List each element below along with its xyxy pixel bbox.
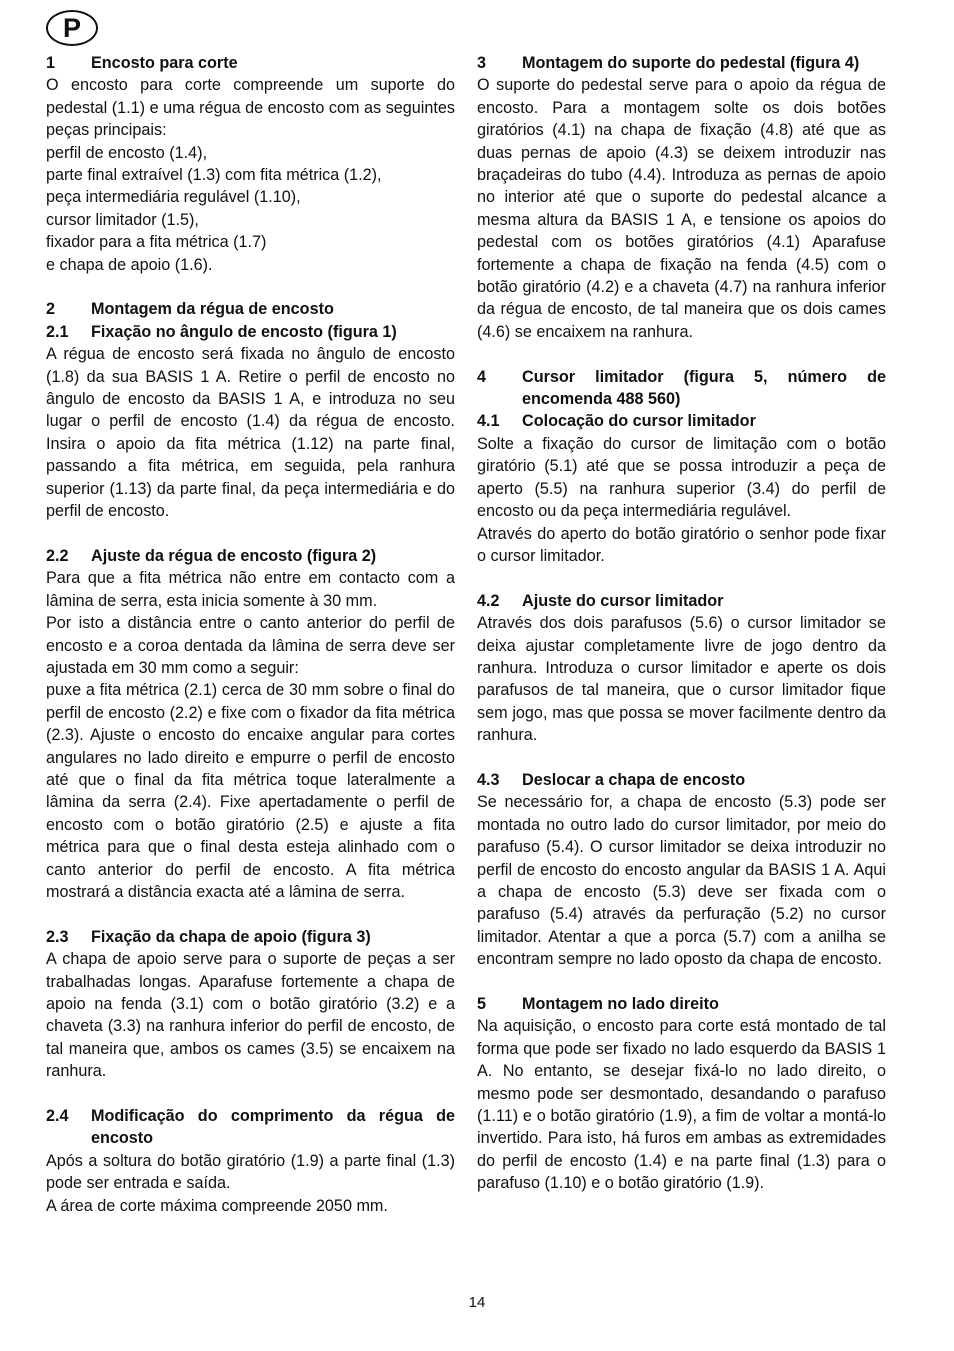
section-title: Fixação no ângulo de encosto (figura 1) bbox=[91, 322, 397, 341]
section-title: Fixação da chapa de apoio (figura 3) bbox=[91, 927, 371, 946]
section-title: Ajuste do cursor limitador bbox=[522, 591, 724, 610]
paragraph: A área de corte máxima compreende 2050 mm. bbox=[46, 1196, 388, 1215]
section-number: 2.1 bbox=[46, 322, 69, 341]
section-title: Deslocar a chapa de encosto bbox=[522, 770, 746, 789]
paragraph: Através dos dois parafusos (5.6) o cursor limitador se deixa ajustar completamente livre de jogo dentro da ranhura. Introduza o cursor limitador e aperte os dois parafusos de tal maneira, que o cursor limitador fique sem jogo, mas que possa se mover facilmente dentro da ranhura. bbox=[477, 614, 886, 745]
section-number: 4 bbox=[477, 367, 487, 386]
section-title: Encosto para corte bbox=[91, 54, 238, 72]
section-number: 2.3 bbox=[46, 927, 69, 946]
paragraph: Após a soltura do botão giratório (1.9) a parte final (1.3) pode ser entrada e saída. bbox=[46, 1151, 455, 1193]
subsection-heading bbox=[477, 769, 886, 791]
paragraph: O suporte do pedestal serve para o apoio da régua de encosto. Para a montagem solte os dois botões giratórios (4.1) na chapa de fixação (4.8) até que as duas pernas de apoio (4.3) se deixem introduzir nas braçadeiras do tubo (4.4). Introduza as pernas de apoio no interior até que o suporte do pedestal alcance a mesma altura da BASIS 1 A, e tensione os apoios do pedestal com os botões giratórios (4.1) Aparafuse fortemente a chapa de fixação na fenda (4.5) com o botão giratório (4.2) e a chaveta (4.7) na ranhura inferior da régua de encosto, de tal maneira que os dois cames (4.6) se encaixem na ranhura. bbox=[477, 76, 886, 341]
subsection-heading bbox=[46, 545, 455, 567]
section-title: Montagem no lado direito bbox=[522, 995, 719, 1013]
right-column bbox=[477, 52, 886, 1217]
subsection-heading bbox=[46, 321, 455, 343]
section-title: Colocação do cursor limitador bbox=[522, 412, 756, 431]
section-2-2 bbox=[46, 545, 455, 904]
section-title: Ajuste da régua de encosto (figura 2) bbox=[91, 546, 377, 565]
section-number: 4.2 bbox=[477, 591, 500, 610]
section-number: 4.1 bbox=[477, 412, 500, 431]
section-1 bbox=[46, 52, 455, 276]
section-title: Modificação do comprimento da régua de encosto bbox=[91, 1107, 455, 1148]
subsection-heading bbox=[477, 410, 886, 432]
paragraph: A chapa de apoio serve para o suporte de peças a ser trabalhadas longas. Aparafuse fortemente a chapa de apoio na fenda (3.1) com o botão giratório (3.2) e a chaveta (3.3) na ranhura inferior do perfil de encosto, de tal maneira que, ambos os cames (3.5) se encaixem na ranhura. bbox=[46, 950, 455, 1081]
section-4-2 bbox=[477, 590, 886, 747]
section-number: 4.3 bbox=[477, 770, 500, 789]
section-3 bbox=[477, 52, 886, 343]
parts-list-item: peça intermediária regulável (1.10), bbox=[46, 188, 301, 207]
paragraph: A régua de encosto será fixada no ângulo de encosto (1.8) da sua BASIS 1 A. Retire o perfil de encosto no ângulo de encosto da BASIS 1 A, e introduza no seu lugar o perfil de encosto (1.4) da régua de encosto. Insira o apoio da fita métrica (1.12) na parte final, passando a fita métrica, em seguida, pela ranhura superior (1.13) da parte final, da peça intermediária e do perfil de encosto. bbox=[46, 345, 455, 521]
section-4 bbox=[477, 366, 886, 568]
subsection-heading bbox=[477, 590, 886, 612]
section-number: 3 bbox=[477, 54, 487, 72]
section-title: Cursor limitador (figura 5, número de encomenda 488 560) bbox=[522, 367, 886, 409]
section-heading bbox=[46, 52, 455, 74]
language-badge: P bbox=[46, 10, 98, 46]
section-heading bbox=[46, 298, 455, 320]
section-5 bbox=[477, 993, 886, 1195]
parts-list-item: cursor limitador (1.5), bbox=[46, 210, 199, 229]
section-4-3 bbox=[477, 769, 886, 971]
parts-list-item: e chapa de apoio (1.6). bbox=[46, 255, 213, 274]
subsection-heading bbox=[46, 1105, 455, 1150]
parts-list-item: parte final extraível (1.3) com fita métrica (1.2), bbox=[46, 166, 382, 185]
section-2-4 bbox=[46, 1105, 455, 1217]
section-2 bbox=[46, 298, 455, 522]
section-heading bbox=[477, 993, 886, 1015]
paragraph: Através do aperto do botão giratório o senhor pode fixar o cursor limitador. bbox=[477, 524, 886, 565]
section-title: Montagem do suporte do pedestal (figura 4) bbox=[522, 54, 860, 72]
paragraph: O encosto para corte compreende um suporte do pedestal (1.1) e uma régua de encosto com as seguintes peças principais: bbox=[46, 76, 455, 140]
section-number: 5 bbox=[477, 995, 487, 1013]
section-number: 2.4 bbox=[46, 1107, 69, 1126]
parts-list-item: perfil de encosto (1.4), bbox=[46, 143, 208, 162]
paragraph: Para que a fita métrica não entre em contacto com a lâmina de serra, esta inicia somente à 30 mm. bbox=[46, 569, 455, 610]
paragraph: Por isto a distância entre o canto anterior do perfil de encosto e a coroa dentada da lâmina de serra deve ser ajustada em 30 mm como a seguir: bbox=[46, 614, 455, 677]
section-number: 2.2 bbox=[46, 546, 69, 565]
paragraph: Na aquisição, o encosto para corte está montado de tal forma que pode ser fixado no lado esquerdo da BASIS 1 A. No entanto, se desejar fixá-lo no lado direito, o mesmo pode ser desmontado, desandando o parafuso (1.11) e o botão giratório (1.9), a fim de voltar a montá-lo invertido. Para isto, há furos em ambas as extremidades do perfil de encosto (1.4) e na parte final (1.3) para o parafuso (1.10) e o botão giratório (1.9). bbox=[477, 1017, 886, 1193]
section-heading bbox=[477, 366, 886, 411]
paragraph: Se necessário for, a chapa de encosto (5.3) pode ser montada no outro lado do cursor limitador, por meio do parafuso (5.4). O cursor limitador se deixa introduzir no perfil de encosto do encosto angular da BASIS 1 A. Aqui a chapa de encosto (5.3) deve ser fixada com o parafuso (5.4) através da perfuração (5.2) no cursor limitador. Atentar a que a porca (5.7) com a anilha se encontram sempre no lado oposto da chapa de encosto. bbox=[477, 793, 886, 969]
section-2-3 bbox=[46, 926, 455, 1083]
subsection-heading bbox=[46, 926, 455, 948]
paragraph: Solte a fixação do cursor de limitação com o botão giratório (5.1) até que se possa introduzir a peça de aperto (5.5) na ranhura superior (3.4) do perfil de encosto ou da peça intermediária regulável. bbox=[477, 434, 886, 521]
section-number: 1 bbox=[46, 54, 56, 72]
paragraph: puxe a fita métrica (2.1) cerca de 30 mm sobre o final do perfil de encosto (2.2) e fixe com o fixador da fita métrica (2.3). Ajuste o encosto do encaixe angular para cortes angulares no lado direito e empurre o perfil de encosto até que o final da fita métrica toque lateralmente a lâmina da serra (2.4). Fixe apertadamente o perfil de encosto com o botão giratório (2.5) e ajuste a fita métrica para que o final desta esteja alinhado com o canto anterior do perfil de encosto. A fita métrica mostrará a distância exacta até a lâmina de serra. bbox=[46, 681, 455, 901]
section-number: 2 bbox=[46, 300, 56, 319]
section-title: Montagem da régua de encosto bbox=[91, 300, 334, 319]
left-column bbox=[46, 52, 455, 1239]
page-number: 14 bbox=[468, 1294, 486, 1311]
section-heading bbox=[477, 52, 886, 74]
parts-list-item: fixador para a fita métrica (1.7) bbox=[46, 233, 267, 252]
